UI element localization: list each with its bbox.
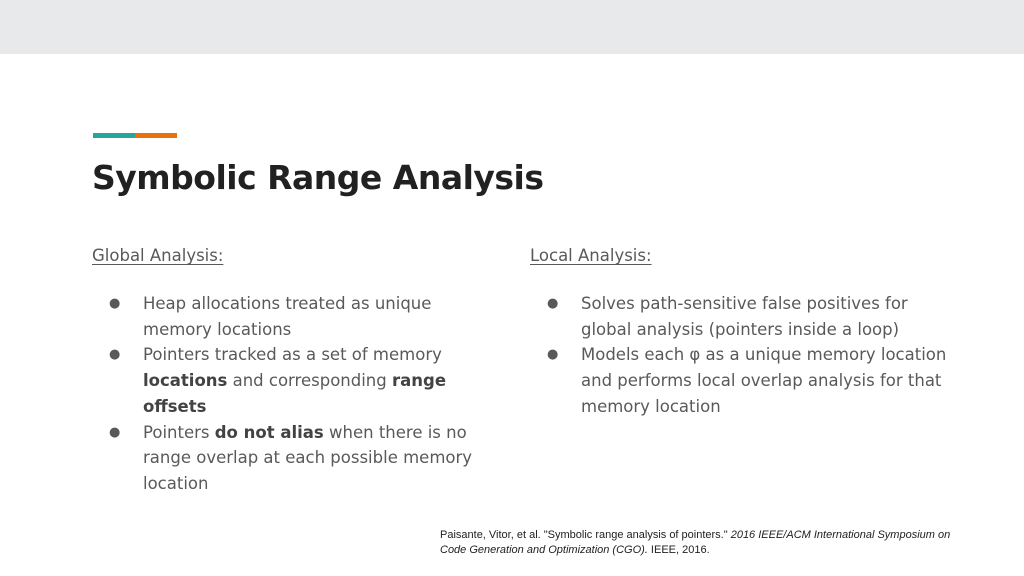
bullet-text: and corresponding	[227, 371, 392, 391]
bullet-emphasis: range offsets	[143, 371, 447, 416]
bullet-text: when there is no range overlap at each possible memory location	[143, 422, 473, 493]
local-analysis-heading: Local Analysis:	[530, 246, 652, 265]
title-accent-bar	[93, 133, 177, 138]
citation-publisher: IEEE, 2016.	[647, 543, 710, 556]
bullet-text: Pointers	[143, 422, 215, 442]
bullet-icon: ●	[547, 347, 559, 363]
accent-bar-orange	[135, 133, 177, 138]
bullet-text: Pointers tracked as a set of memory	[143, 345, 442, 365]
citation-authors-title: Paisante, Vitor, et al. "Symbolic range analysis of pointers."	[440, 529, 731, 541]
slide-title: Symbolic Range Analysis	[92, 158, 544, 197]
bullet-emphasis: locations	[143, 371, 228, 391]
bullet-icon: ●	[109, 347, 121, 363]
bullet-icon: ●	[109, 424, 121, 440]
local-analysis-list	[530, 291, 950, 420]
top-band	[0, 0, 1024, 54]
list-item	[530, 291, 950, 342]
list-item	[92, 291, 492, 342]
bullet-icon: ●	[547, 296, 559, 311]
local-analysis-column	[530, 244, 950, 420]
bullet-text: Solves path-sensitive false positives for global analysis (pointers inside a loop)	[581, 294, 908, 339]
global-analysis-column	[92, 244, 492, 497]
global-analysis-heading: Global Analysis:	[92, 246, 224, 265]
list-item	[92, 420, 492, 497]
bullet-emphasis: do not alias	[214, 422, 324, 442]
bullet-text: Heap allocations treated as unique memory locations	[143, 294, 432, 339]
bullet-icon: ●	[109, 296, 121, 311]
global-analysis-list	[92, 291, 492, 497]
accent-bar-teal	[93, 133, 135, 138]
bullet-text: Models each φ as a unique memory location and performs local overlap analysis for that memory location	[581, 345, 947, 416]
list-item	[530, 342, 950, 419]
list-item	[92, 342, 492, 419]
citation-venue: 2016 IEEE/ACM International Symposium on Code Generation and Optimization (CGO).	[440, 529, 951, 556]
citation	[440, 528, 970, 557]
